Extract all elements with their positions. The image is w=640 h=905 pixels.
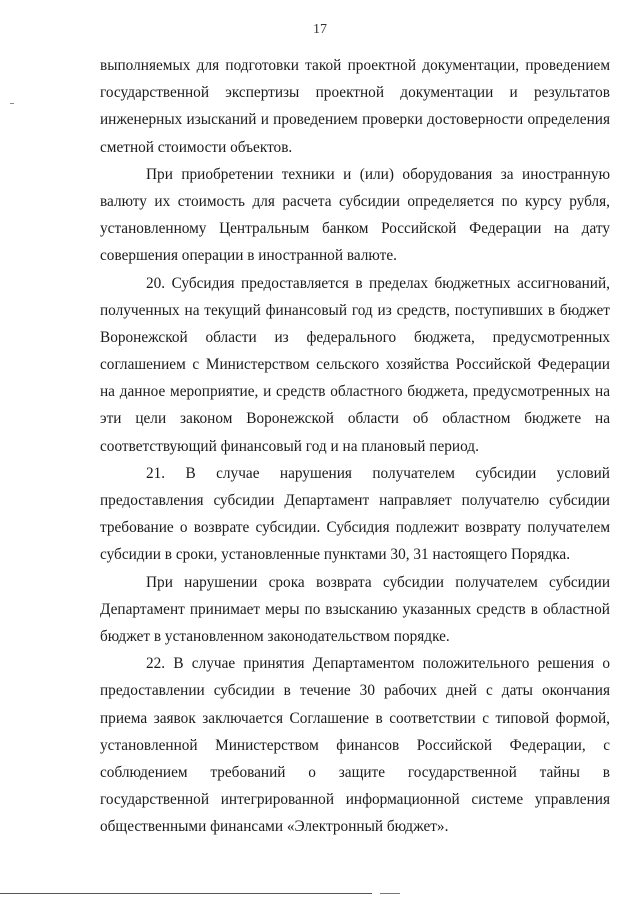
text-line: эти цели законом Воронежской области об областном бюджете на	[100, 410, 610, 428]
text-line: приема заявок заключается Соглашение в соответствии с типовой формой,	[100, 709, 610, 727]
footer-rule-mark	[380, 893, 400, 894]
text-line: установленному Центральным банком Российской Федерации на дату	[100, 220, 610, 238]
text-line: инженерных изысканий и проведением проверки достоверности определения	[100, 111, 610, 129]
text-line: 20. Субсидия предоставляется в пределах бюджетных ассигнований,	[146, 274, 610, 292]
text-line: общественными финансами «Электронный бюджет».	[100, 818, 449, 836]
text-line: соглашением с Министерством сельского хозяйства Российской Федерации	[100, 356, 610, 374]
text-line: Департамент принимает меры по взысканию указанных средств в областной	[100, 600, 610, 618]
text-line: сметной стоимости объектов.	[100, 138, 293, 156]
text-line: полученных на текущий финансовый год из средств, поступивших в бюджет	[100, 301, 610, 319]
text-line: валюту их стоимость для расчета субсидии определяется по курсу рубля,	[100, 192, 610, 210]
text-line: При приобретении техники и (или) оборудования за иностранную	[146, 165, 610, 183]
page-number: 17	[313, 22, 327, 37]
text-line: бюджет в установленном законодательством порядке.	[100, 627, 450, 645]
text-line: государственной экспертизы проектной документации и результатов	[100, 84, 610, 102]
text-line: на данное мероприятие, и средств областного бюджета, предусмотренных на	[100, 383, 610, 401]
text-line: При нарушении срока возврата субсидии получателем субсидии	[146, 573, 610, 591]
text-line: предоставлении субсидии в течение 30 рабочих дней с даты окончания	[100, 682, 610, 700]
text-line: требование о возврате субсидии. Субсидия подлежит возврату получателем	[100, 519, 610, 537]
text-line: соблюдением требований о защите государственной тайны в	[100, 763, 610, 781]
text-line: 22. В случае принятия Департаментом положительного решения о	[146, 655, 610, 673]
text-line: предоставления субсидии Департамент направляет получателю субсидии	[100, 492, 610, 509]
body-text	[100, 52, 610, 840]
text-line: совершения операции в иностранной валюте.	[100, 247, 397, 265]
text-line: выполняемых для подготовки такой проектной документации, проведением	[100, 57, 610, 74]
footer-rule	[0, 893, 372, 894]
text-line: государственной интегрированной информационной системе управления	[100, 791, 610, 809]
text-line: установленной Министерством финансов Российской Федерации, с	[100, 736, 610, 754]
margin-mark	[10, 103, 14, 104]
text-line: Воронежской области из федерального бюджета, предусмотренных	[100, 328, 610, 346]
text-line: соответствующий финансовый год и на плановый период.	[100, 437, 479, 455]
text-line: субсидии в сроки, установленные пунктами 30, 31 настоящего Порядка.	[100, 546, 571, 564]
text-line: 21. В случае нарушения получателем субсидии условий	[146, 464, 610, 482]
